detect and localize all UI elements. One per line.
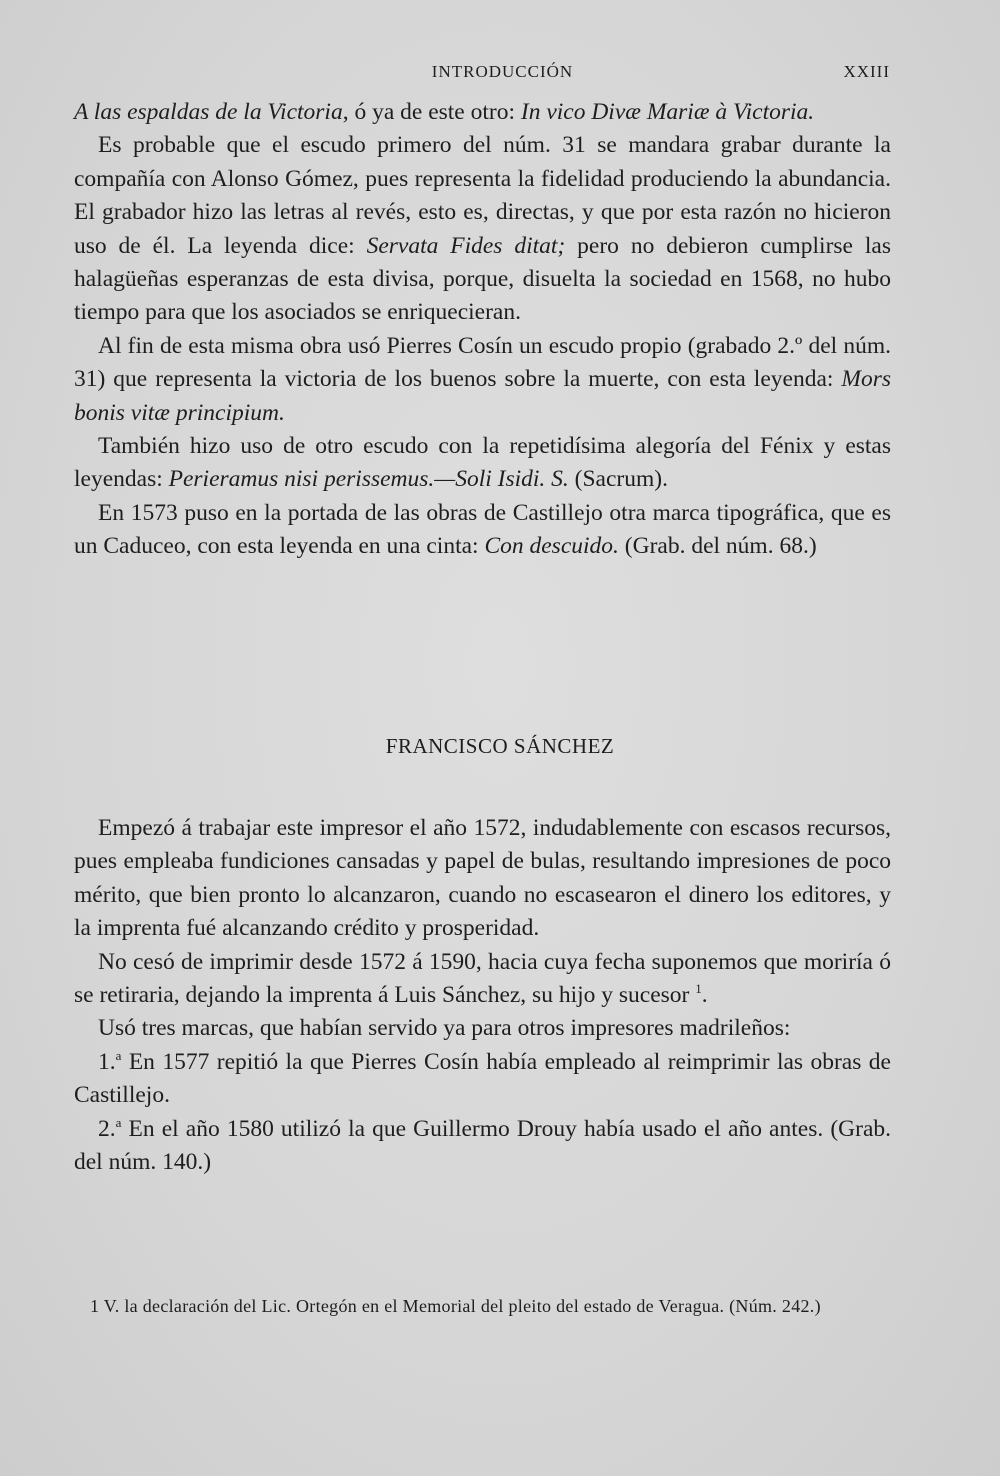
paragraph: Usó tres marcas, que habían servido ya para otros impresores madrileños: xyxy=(98,1015,791,1042)
running-head-title: INTRODUCCIÓN xyxy=(431,62,574,81)
footnote xyxy=(74,1294,892,1319)
paragraph xyxy=(74,946,891,1013)
main-text-block xyxy=(74,96,891,564)
item-number: 2. xyxy=(98,1115,116,1142)
text-run: En 1577 repitió la que Pierres Cosín había empleado al reimprimir las obras de Castillejo. xyxy=(74,1048,891,1109)
italic-phrase: A las espaldas de la Victoria xyxy=(74,99,343,125)
text-run: . xyxy=(701,982,708,1009)
page-number: XXIII xyxy=(843,62,890,81)
italic-motto: Perieramus nisi perissemus.—Soli Isidi. S. xyxy=(168,466,569,493)
italic-motto: Servata Fides ditat; xyxy=(366,232,566,259)
paragraph xyxy=(74,330,891,430)
paragraph xyxy=(74,129,891,329)
text-run: En el año 1580 utilizó la que Guillermo Drouy había usado el año antes. (Grab. del núm. 140.) xyxy=(74,1115,891,1176)
section-heading: FRANCISCO SÁNCHEZ xyxy=(385,734,615,758)
footnote-reference[interactable]: 1 xyxy=(695,981,702,997)
text-run: Al fin de esta misma obra usó Pierres Cosín un escudo propio (grabado 2.º del núm. 31) que representa la victoria de los buenos sobre la muerte, con esta leyenda: xyxy=(74,332,891,393)
text-run: Es probable que el escudo primero del núm. 31 se mandara grabar durante la compañía con Alonso Gómez, pues representa la fidelidad produciendo la abundancia. El grabador hizo las letras al revés, esto es, directas, y que por esta razón no hicieron uso de él. La leyenda dice: xyxy=(74,132,891,259)
footnote-number: 1 xyxy=(90,1296,100,1316)
paragraph xyxy=(74,497,891,564)
text-run: (Sacrum). xyxy=(568,466,668,493)
italic-phrase: In vico Divæ Mariæ à Victoria. xyxy=(520,99,815,125)
section-text-block xyxy=(74,812,891,1179)
ordinal-superscript: a xyxy=(115,1114,122,1130)
text-run: V. la declaración del Lic. Ortegón en el Memorial del pleito del estado de Veragua. (Núm. 242.) xyxy=(99,1296,821,1316)
numbered-paragraph xyxy=(74,1046,891,1113)
text-run: pero no debieron cumplirse las halagüeñas esperanzas de esta divisa, porque, disuelta la sociedad en 1568, no hubo tiempo para que los asociados se enriquecieran. xyxy=(74,232,891,326)
text-run: No cesó de imprimir desde 1572 á 1590, hacia cuya fecha suponemos que moriría ó se retiraria, dejando la imprenta á Luis Sánchez, su hijo y sucesor xyxy=(74,948,891,1009)
paragraph: Empezó á trabajar este impresor el año 1572, indudablemente con escasos recursos, pues empleaba fundiciones cansadas y papel de bulas, resultando impresiones de poco mérito, que bien pronto lo alcanzaron, cuando no escasearon el dinero los editores, y la imprenta fué alcanzando crédito y prosperidad. xyxy=(74,815,891,942)
numbered-paragraph xyxy=(74,1113,891,1180)
text-run: También hizo uso de otro escudo con la repetidísima alegoría del Fénix y estas leyendas: xyxy=(74,433,891,493)
paragraph xyxy=(74,430,891,497)
italic-motto: Con descuido. xyxy=(484,533,619,560)
paragraph-continuation xyxy=(74,96,891,129)
footnote-text xyxy=(74,1294,892,1319)
running-head xyxy=(75,62,890,88)
text-run: (Grab. del núm. 68.) xyxy=(618,533,817,560)
ordinal-superscript: a xyxy=(115,1048,122,1064)
text-run: , ó ya de este otro: xyxy=(342,99,521,125)
italic-motto: Mors bonis vitæ principium. xyxy=(74,366,891,426)
item-number: 1. xyxy=(98,1048,116,1075)
text-run: En 1573 puso en la portada de las obras de Castillejo otra marca tipográfica, que es un Caduceo, con esta leyenda en una cinta: xyxy=(74,499,891,560)
